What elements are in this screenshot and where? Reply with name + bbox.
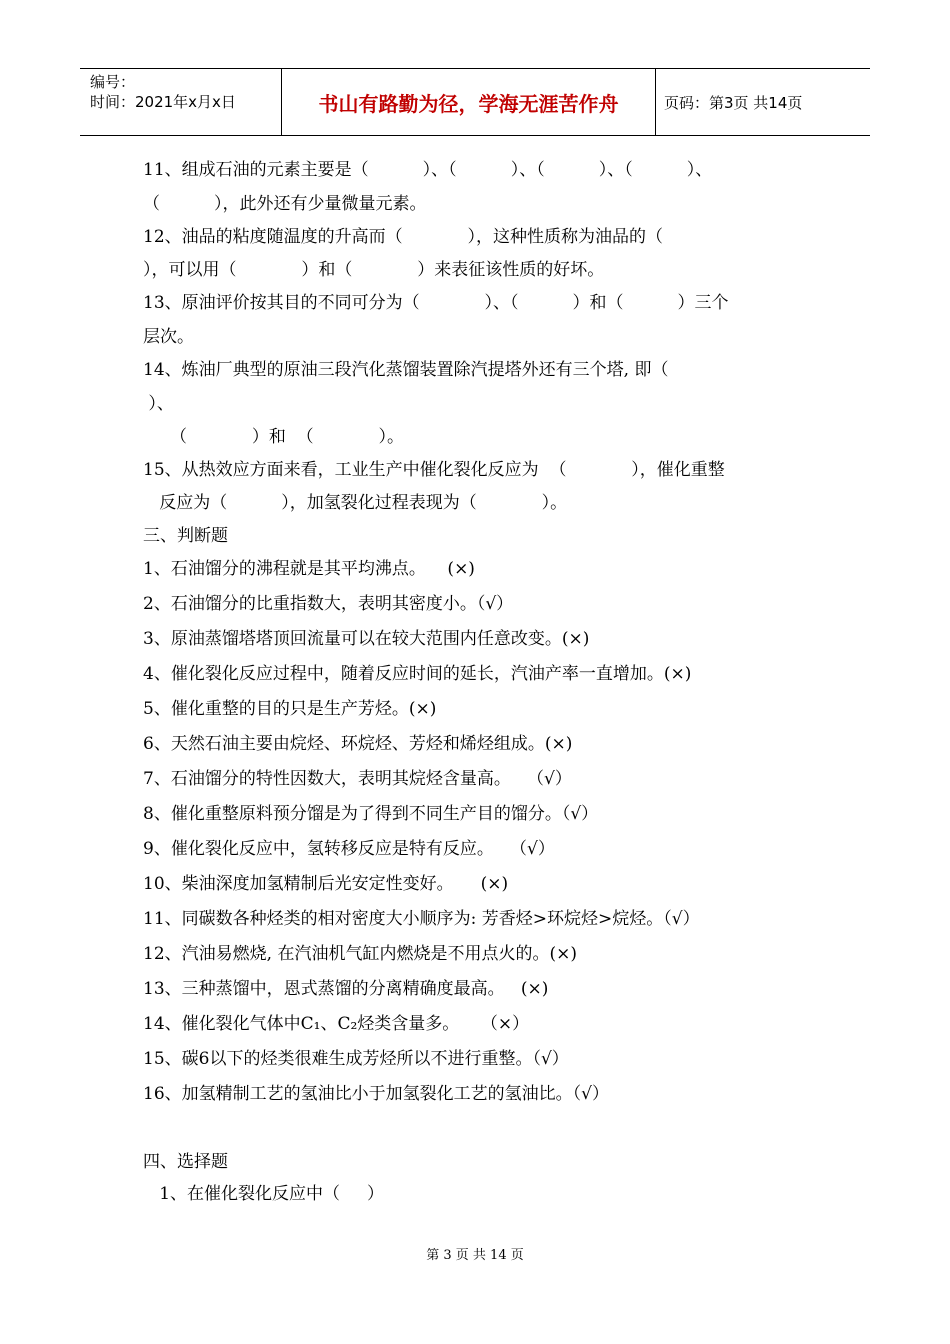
text-line: 14、催化裂化气体中C₁、C₂烃类含量多。 （×） (143, 1014, 530, 1034)
text-line: 7、石油馏分的特性因数大，表明其烷烃含量高。 （√） (143, 769, 572, 789)
text-line: （ ）和 （ ）。 (143, 427, 405, 447)
text-line: ），可以用（ ）和（ ）来表征该性质的好坏。 (143, 260, 605, 280)
page-footer: 第 3 页 共 14 页 (426, 1248, 524, 1263)
text-line: 9、催化裂化反应中，氢转移反应是特有反应。 （√） (143, 839, 555, 859)
text-line: 反应为（ ），加氢裂化过程表现为（ ）。 (143, 493, 568, 513)
section-heading: 四、选择题 (143, 1152, 228, 1172)
text-line: （ ），此外还有少量微量元素。 (143, 194, 427, 214)
text-line: 5、催化重整的目的只是生产芳烃。(×) (143, 699, 437, 719)
time-label: 时间：2021年x月x日 (90, 93, 236, 111)
page-info: 页码：第3页 共14页 (664, 93, 803, 112)
text-line: ）、 (143, 394, 174, 414)
motto: 书山有路勤为径，学海无涯苦作舟 (282, 69, 656, 135)
text-line: 13、三种蒸馏中，恩式蒸馏的分离精确度最高。 (×) (143, 979, 549, 999)
text-line: 14、炼油厂典型的原油三段汽化蒸馏装置除汽提塔外还有三个塔, 即（ (143, 360, 669, 380)
text-line: 11、同碳数各种烃类的相对密度大小顺序为: 芳香烃>环烷烃>烷烃。（√） (143, 909, 700, 929)
section-heading: 三、判断题 (143, 526, 228, 546)
text-line: 6、天然石油主要由烷烃、环烷烃、芳烃和烯烃组成。(×) (143, 734, 573, 754)
text-line: 8、催化重整原料预分馏是为了得到不同生产目的馏分。（√） (143, 804, 599, 824)
text-line: 12、油品的粘度随温度的升高而（ ），这种性质称为油品的（ (143, 227, 663, 247)
text-line: 1、在催化裂化反应中（ ） (143, 1184, 385, 1204)
text-line: 4、催化裂化反应过程中，随着反应时间的延长，汽油产率一直增加。(×) (143, 664, 692, 684)
header-meta (80, 69, 282, 135)
text-line: 12、汽油易燃烧, 在汽油机气缸内燃烧是不用点火的。(×) (143, 944, 577, 964)
text-line: 11、组成石油的元素主要是（ ）、（ ）、（ ）、（ ）、 (143, 160, 713, 180)
text-line: 15、从热效应方面来看，工业生产中催化裂化反应为 （ ），催化重整 (143, 460, 725, 480)
text-line: 10、柴油深度加氢精制后光安定性变好。 (×) (143, 874, 509, 894)
text-line: 15、碳6以下的烃类很难生成芳烃所以不进行重整。（√） (143, 1049, 569, 1069)
text-line: 13、原油评价按其目的不同可分为（ ）、（ ）和（ ）三个 (143, 293, 729, 313)
text-line: 2、石油馏分的比重指数大，表明其密度小。（√） (143, 594, 514, 614)
number-label: 编号： (90, 73, 136, 91)
text-line: 1、石油馏分的沸程就是其平均沸点。 (×) (143, 559, 475, 579)
text-line: 层次。 (143, 327, 194, 347)
text-line: 16、加氢精制工艺的氢油比小于加氢裂化工艺的氢油比。（√） (143, 1084, 609, 1104)
header-table (80, 68, 870, 136)
text-line: 3、原油蒸馏塔塔顶回流量可以在较大范围内任意改变。(×) (143, 629, 590, 649)
